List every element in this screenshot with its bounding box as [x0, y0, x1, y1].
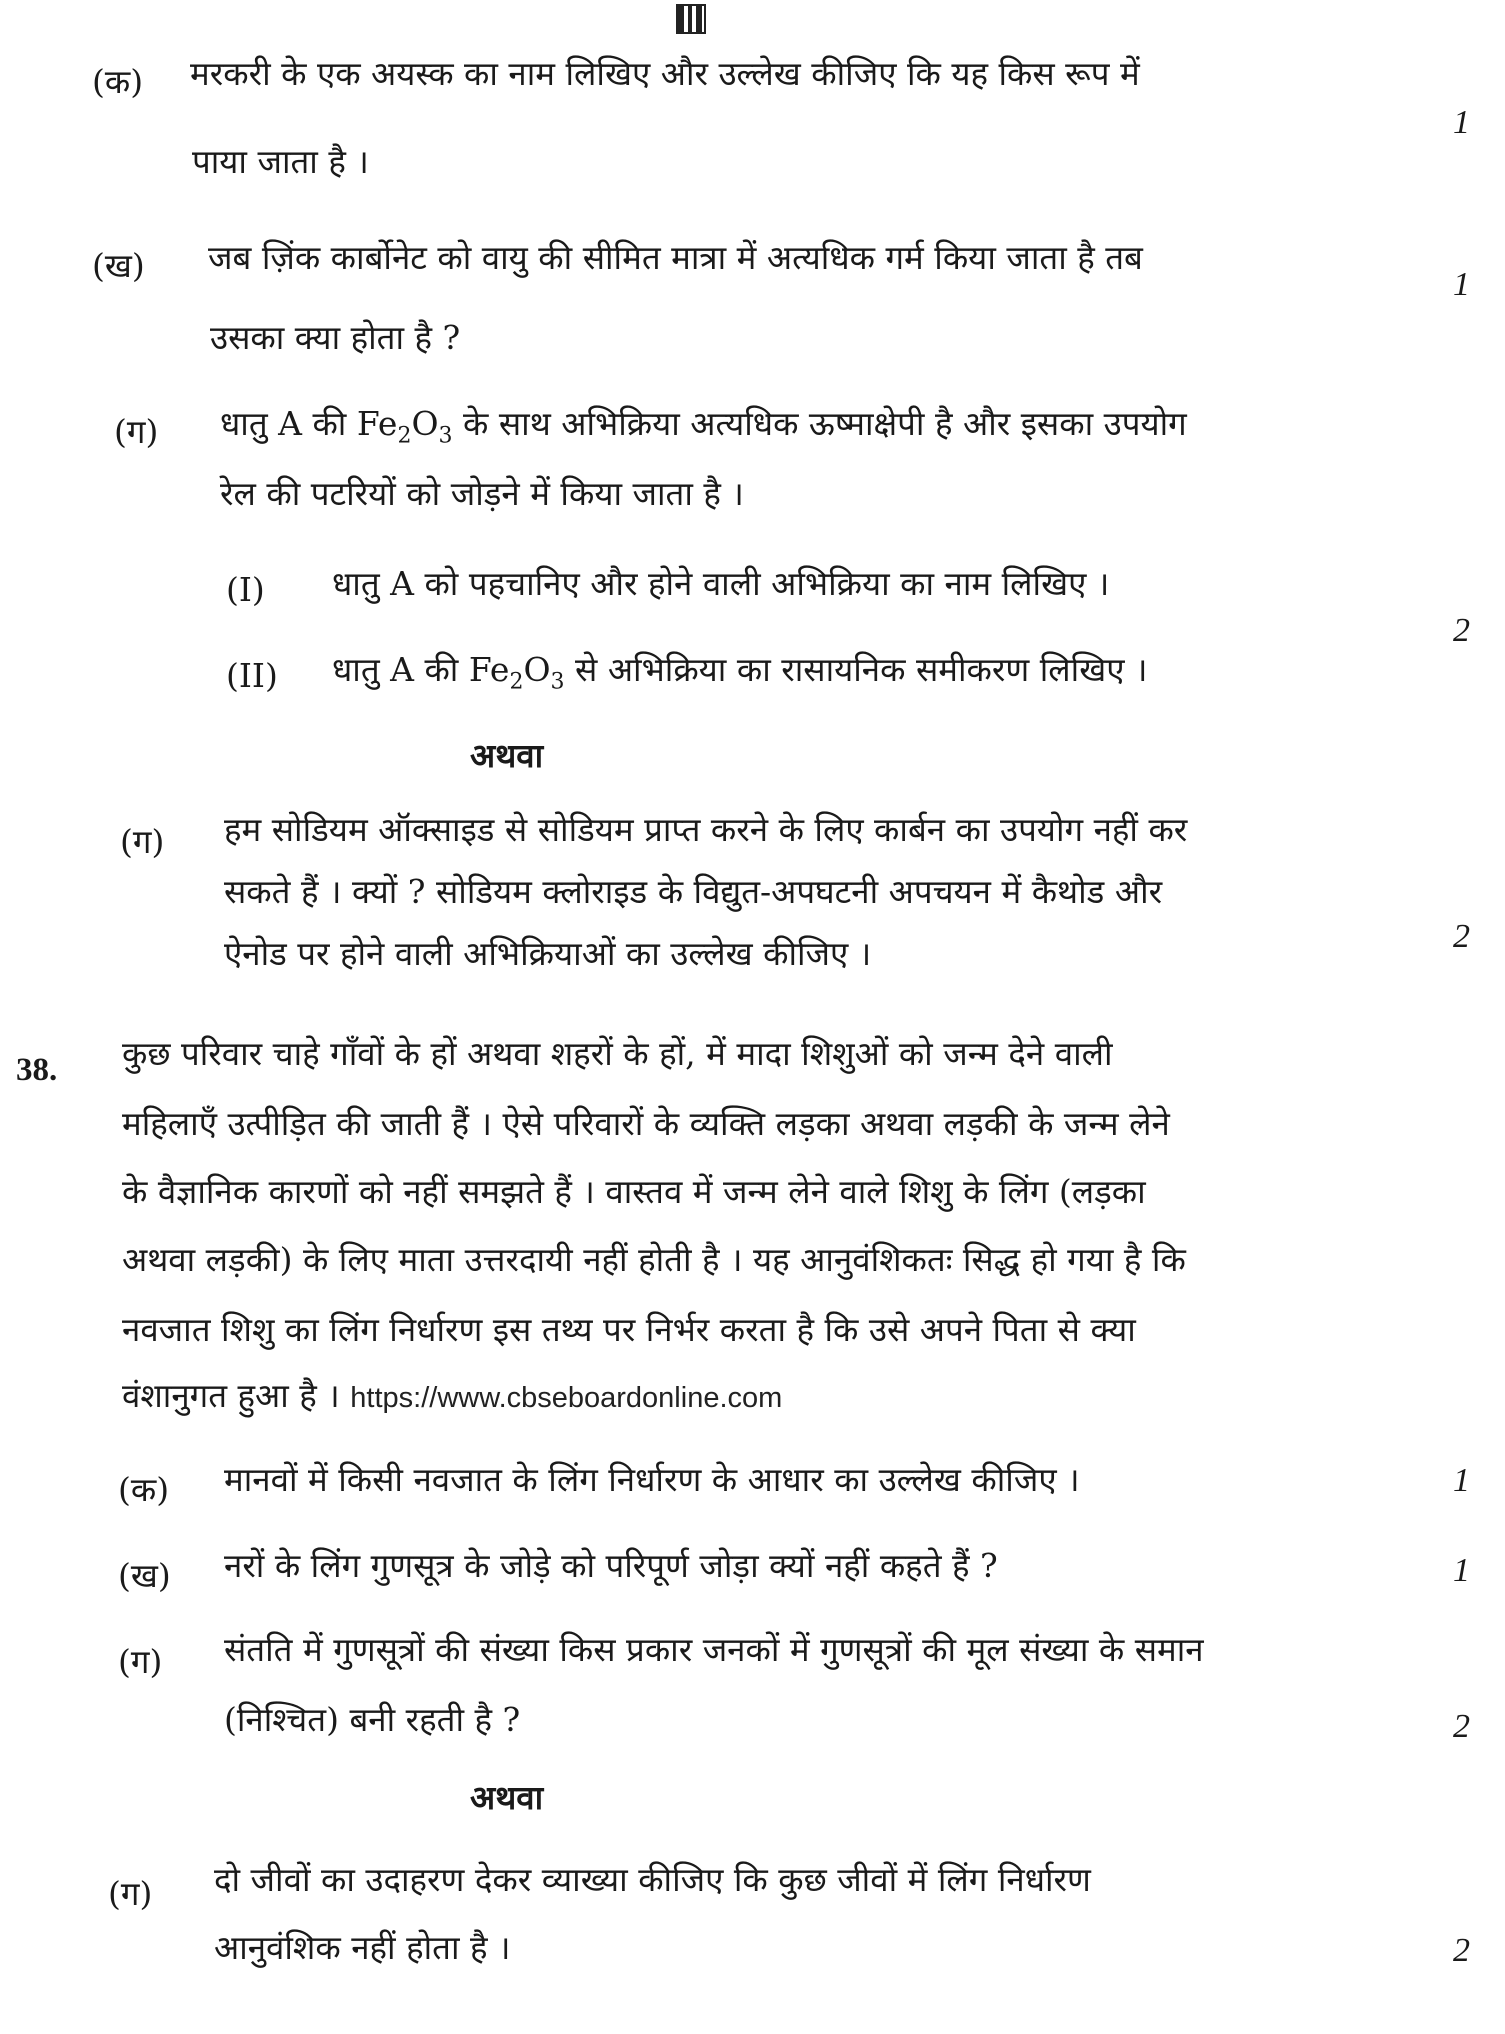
q37a-line2: पाया जाता है ।: [192, 142, 369, 181]
q37c-alt-line3: ऐनोड पर होने वाली अभिक्रियाओं का उल्लेख कीजिए ।: [224, 934, 872, 973]
q38-para-line2: महिलाएँ उत्पीड़ित की जाती हैं । ऐसे परिवारों के व्यक्ति लड़का अथवा लड़की के जन्म लेने: [122, 1104, 1170, 1143]
q38c-alt-line1: दो जीवों का उदाहरण देकर व्याख्या कीजिए कि कुछ जीवों में लिंग निर्धारण: [214, 1860, 1091, 1899]
q37-or-heading: अथवा: [470, 736, 544, 775]
source-url: https://www.cbseboardonline.com: [350, 1382, 783, 1414]
q38-para-line6: वंशानुगत हुआ है । https://www.cbseboardonline.com: [122, 1376, 783, 1415]
q38-or-heading: अथवा: [470, 1778, 544, 1817]
q38-para-line3: के वैज्ञानिक कारणों को नहीं समझते हैं । वास्तव में जन्म लेने वाले शिशु के लिंग (लड़का: [122, 1172, 1146, 1211]
q37c-label: (ग): [114, 412, 159, 451]
q37b-line2: उसका क्या होता है ?: [210, 318, 461, 357]
q38a-label: (क): [118, 1470, 170, 1509]
q37c-alt-line1: हम सोडियम ऑक्साइड से सोडियम प्राप्त करने के लिए कार्बन का उपयोग नहीं कर: [224, 810, 1188, 849]
q38c-alt-line2: आनुवंशिक नहीं होता है ।: [214, 1928, 511, 1967]
q38-para-line5: नवजात शिशु का लिंग निर्धारण इस तथ्य पर निर्भर करता है कि उसे अपने पिता से क्या: [122, 1310, 1136, 1349]
q37b-line1: जब ज़िंक कार्बोनेट को वायु की सीमित मात्रा में अत्यधिक गर्म किया जाता है तब: [208, 238, 1143, 277]
q37c-alt-marks: 2: [1453, 918, 1470, 955]
q38-para-line4: अथवा लड़की) के लिए माता उत्तरदायी नहीं होती है । यह आनुवंशिकतः सिद्ध हो गया है कि: [122, 1240, 1186, 1279]
q38c-label: (ग): [118, 1642, 163, 1681]
q37c-i-label: (I): [226, 570, 265, 609]
q38b-text: नरों के लिंग गुणसूत्र के जोड़े को परिपूर्ण जोड़ा क्यों नहीं कहते हैं ?: [224, 1546, 998, 1585]
q38a-text: मानवों में किसी नवजात के लिंग निर्धारण के आधार का उल्लेख कीजिए ।: [224, 1460, 1080, 1499]
q37a-label: (क): [92, 62, 144, 101]
q37c-ii-text: धातु A की $Fe_2O_3$ से अभिक्रिया का रासायनिक समीकरण लिखिए ।: [332, 650, 1148, 695]
q37c-alt-label: (ग): [120, 822, 165, 861]
q37c-alt-line2: सकते हैं । क्यों ? सोडियम क्लोराइड के विद्युत-अपघटनी अपचयन में कैथोड और: [224, 872, 1163, 911]
q37c-line1: धातु A की $Fe_2O_3$ के साथ अभिक्रिया अत्यधिक ऊष्माक्षेपी है और इसका उपयोग: [220, 404, 1187, 449]
q38c-line1: संतति में गुणसूत्रों की संख्या किस प्रकार जनकों में गुणसूत्रों की मूल संख्या के समान: [224, 1630, 1204, 1669]
q37a-line1: मरकरी के एक अयस्क का नाम लिखिए और उल्लेख कीजिए कि यह किस रूप में: [190, 54, 1140, 93]
q37c-ii-label: (II): [226, 656, 278, 695]
q38b-label: (ख): [118, 1556, 171, 1595]
q38c-alt-label: (ग): [108, 1874, 153, 1913]
q38b-marks: 1: [1453, 1552, 1470, 1589]
q37c-line2: रेल की पटरियों को जोड़ने में किया जाता है ।: [220, 474, 744, 513]
q38c-alt-marks: 2: [1453, 1932, 1470, 1969]
q38-para-line1: कुछ परिवार चाहे गाँवों के हों अथवा शहरों के हों, में मादा शिशुओं को जन्म देने वाली: [122, 1034, 1113, 1073]
q38-number: 38.: [16, 1052, 58, 1088]
q37a-marks: 1: [1453, 104, 1470, 141]
q37c-marks: 2: [1453, 612, 1470, 649]
q37b-label: (ख): [92, 246, 145, 285]
q38c-marks: 2: [1453, 1708, 1470, 1745]
q37c-i-text: धातु A को पहचानिए और होने वाली अभिक्रिया का नाम लिखिए ।: [332, 564, 1110, 603]
q37b-marks: 1: [1453, 266, 1470, 303]
q38c-line2: (निश्चित) बनी रहती है ?: [224, 1700, 521, 1739]
qr-code-icon: [676, 4, 706, 34]
q38a-marks: 1: [1453, 1462, 1470, 1499]
